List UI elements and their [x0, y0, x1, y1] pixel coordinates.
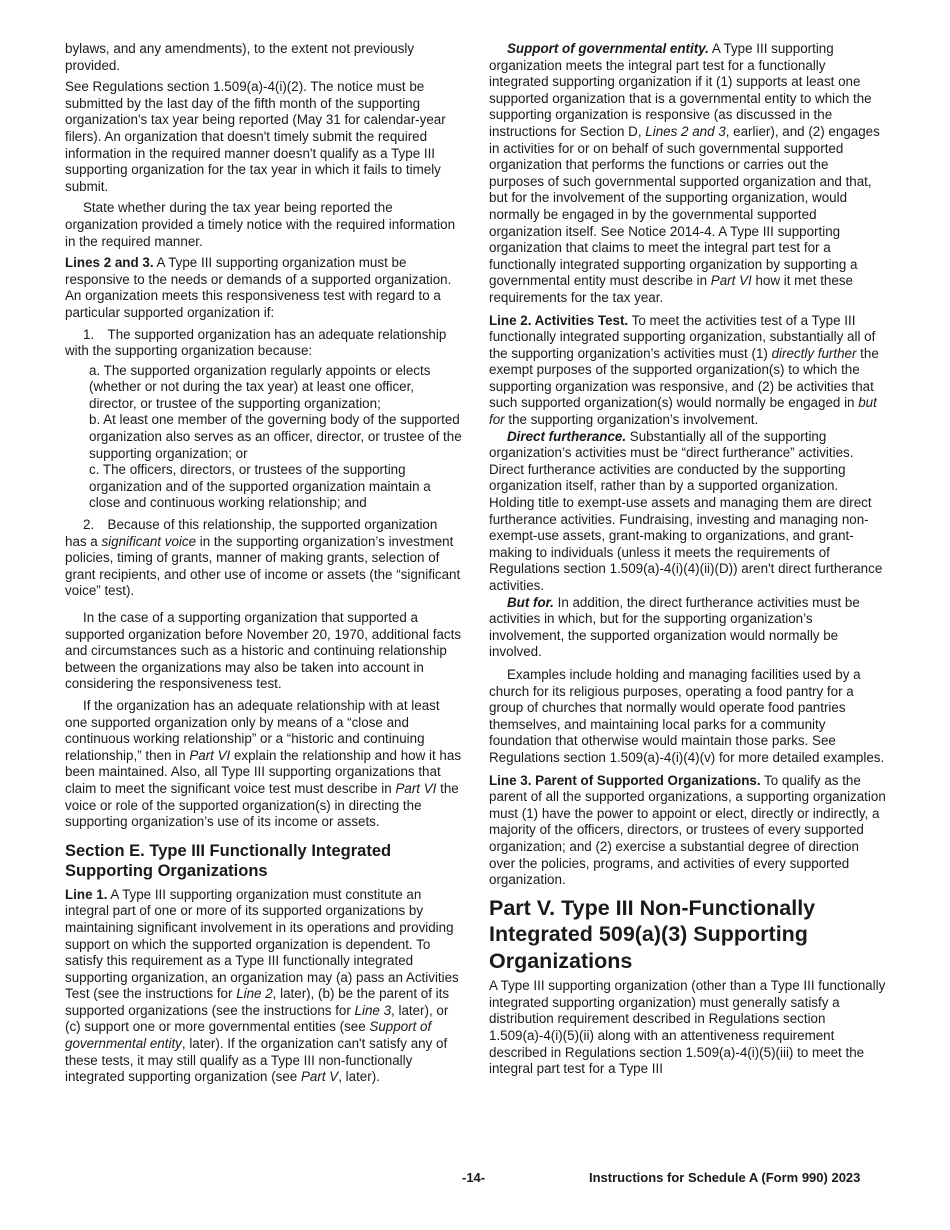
- text-run: but for: [489, 395, 877, 428]
- text-run: If the organization has an adequate relationship with at least one supported organization only by means of a “close and continuous working relationship” or a “historic and continuing relationship,” then in: [65, 697, 440, 763]
- text-run: , earlier), and (2) engages in activities for or on behalf of such governmental supported organization that performs the functions or carries out the purposes of such governmental supported organization and that, but for the involvement of the supporting organization, would normally be engaged in by the governmental supported organization itself. See Notice 2014-4. A Type III supporting organization that claims to meet the integral part test for a functionally integrated supporting organization by supporting a governmental entity must describe in: [489, 123, 880, 289]
- line-3-paragraph: [489, 773, 886, 889]
- text-run: Line 3: [354, 1002, 392, 1018]
- direct-furtherance-heading: Direct furtherance.: [507, 428, 627, 444]
- text-run: A Type III supporting organization must constitute an integral part of one or more of its supported organizations by maintaining significant involvement in its operations and providing support on which the supported organization is dependent. To satisfy this requirement as a Type III functionally integrated supporting organization, an organization may (a) pass an Activities Test (see the instructions for: [65, 886, 459, 1002]
- list-item: [65, 517, 462, 600]
- line-2-paragraph: [489, 313, 886, 429]
- page-number: -14-: [462, 1170, 486, 1185]
- right-column: [489, 41, 886, 1083]
- text-run: how it met these requirements for the tax year.: [489, 273, 853, 305]
- text-run: , later), or (c) support one or more governmental entities (see: [65, 1002, 449, 1035]
- text-run: A Type III supporting organization must be responsive to the needs or demands of a supported organization. An organization meets this responsiveness test with regard to a particular supported organization if:: [65, 255, 452, 320]
- paragraph: In the case of a supporting organization that supported a supported organization before November 20, 1970, additional facts and circumstances such as a historic and continuing relationship between the organizations may also be taken into account in considering the responsiveness test.: [65, 610, 462, 692]
- text-run: Part V: [300, 1069, 339, 1085]
- list-item: 1. The supported organization has an adequate relationship with the supporting organization because:: [65, 326, 447, 359]
- footer-title: Instructions for Schedule A (Form 990) 2023: [589, 1170, 861, 1185]
- text-run: significant voice: [101, 533, 197, 549]
- text-run: To meet the activities test of a Type III functionally integrated supporting organization, substantially all of the supporting organization’s activities must (1): [489, 312, 876, 361]
- text-run: Part VI: [710, 273, 752, 289]
- governmental-entity-heading: Support of governmental entity.: [507, 41, 709, 56]
- section-e-heading: Section E. Type III Functionally Integrated Supporting Organizations: [65, 841, 392, 880]
- text-run: , later), (b) be the parent of its supported organizations (see the instructions for: [65, 986, 450, 1018]
- text-run: Support of governmental entity: [65, 1019, 432, 1052]
- text-run: Line 2: [236, 986, 273, 1002]
- but-for-paragraph: [489, 595, 886, 661]
- line-2-heading: Line 2. Activities Test.: [489, 312, 629, 328]
- text-run: the exempt purposes of the supported organization(s) to which the supporting organization was responsive, and (2) be activities that such supported organization(s) would normally be engaged in: [489, 345, 879, 411]
- but-for-heading: But for.: [507, 594, 554, 610]
- part-v-paragraph: A Type III supporting organization (other than a Type III functionally integrated supporting organization) must generally satisfy a distribution requirement described in Regulations section 1.509(a)-4(i)(5)(ii) along with an attentiveness requirement described in Regulations section 1.509(a)-4(i)(5)(iii) to meet the integral part test for a Type III: [489, 978, 886, 1077]
- text-run: explain the relationship and how it has been maintained. Also, all Type III supporting organizations that claim to meet the significant voice test must describe in: [65, 747, 462, 796]
- direct-furtherance-paragraph: [489, 429, 886, 595]
- text-run: , later). If the organization can't satisfy any of these tests, it may still qualify as a Type III non-functionally integrated supporting organization (see: [65, 1036, 448, 1085]
- lines-2-3-heading: Lines 2 and 3.: [65, 255, 154, 271]
- text-run: the voice or role of the supported organization(s) in directing the supporting organization’s use of its income or assets.: [65, 780, 459, 830]
- paragraph: [65, 698, 462, 831]
- lines-2-3-paragraph: [65, 255, 462, 321]
- text-run: Lines 2 and 3: [645, 123, 726, 139]
- paragraph: bylaws, and any amendments), to the extent not previously provided.: [65, 41, 415, 73]
- text-run: directly further: [771, 345, 857, 361]
- text-run: Part VI: [395, 780, 437, 796]
- text-run: , later).: [338, 1069, 380, 1085]
- left-column: [65, 41, 462, 1091]
- line-1-paragraph: [65, 887, 462, 1086]
- list-item: b. At least one member of the governing body of the supported organization also serves as an officer, director, or trustee of the supporting organization; or: [89, 412, 462, 461]
- paragraph: See Regulations section 1.509(a)-4(i)(2). The notice must be submitted by the last day of the fifth month of the supporting organization's tax year being reported (May 31 for calendar-year filers). An organization that doesn't timely submit the required information in the required manner doesn't qualify as a Type III supporting organization for the tax year in which it fails to timely submit.: [65, 79, 446, 194]
- paragraph: State whether during the tax year being reported the organization provided a timely notice with the required information in the required manner.: [65, 200, 456, 249]
- text-run: To qualify as the parent of all the supported organizations, a supporting organization must (1) have the power to appoint or elect, directly or indirectly, a majority of the officers, directors, or trustees of every supported organization; and (2) exercise a substantial degree of direction over the policies, programs, and activities of every supported organization.: [489, 772, 886, 888]
- text-run: A Type III supporting organization meets the integral part test for a functionally integrated supporting organization if it (1) supports at least one supported organization that is a governmental entity to which the supporting organization is responsive (as discussed in the instructions for Section D,: [489, 41, 872, 139]
- text-run: Part VI: [189, 747, 231, 763]
- text-run: In addition, the direct furtherance activities must be activities in which, but for the supporting organization’s involvement, the supported organization would normally be involved.: [489, 594, 860, 660]
- part-v-heading: Part V. Type III Non-Functionally Integrated 509(a)(3) Supporting Organizations: [489, 895, 816, 973]
- governmental-entity-paragraph: [489, 41, 886, 307]
- line-1-heading: Line 1.: [65, 886, 108, 902]
- text-run: 2. Because of this relationship, the supported organization has a: [65, 517, 438, 549]
- line-3-heading: Line 3. Parent of Supported Organizations.: [489, 772, 761, 788]
- text-run: Substantially all of the supporting organization’s activities must be “direct furtherance” activities. Direct furtherance activities are conducted by the supporting organization itself, rather than by a supported organization. Holding title to exempt-use assets and managing them are direct furtherance activities. Fundraising, investing and managing non-exempt-use assets, grant-making to organizations, and grant-making to individuals (unless it meets the requirements of Regulations section 1.509(a)-4(i)(4)(ii)(D)) aren't direct furtherance activities.: [489, 428, 883, 593]
- examples-paragraph: Examples include holding and managing facilities used by a church for its religious purposes, operating a food pantry for a group of churches that normally would operate food pantries themselves, and maintaining local parks for a community foundation that otherwise would maintain those parks. See Regulations section 1.509(a)-4(i)(4)(v) for more detailed examples.: [489, 666, 885, 765]
- text-run: in the supporting organization’s investment policies, timing of grants, manner of making grants, selection of grant recipients, and other use of income or assets (the “significant voice” test).: [65, 533, 461, 599]
- text-run: the supporting organization’s involvement.: [504, 412, 759, 428]
- list-item: c. The officers, directors, or trustees of the supporting organization and of the supported organization maintain a close and continuous working relationship; and: [89, 462, 431, 511]
- list-item: a. The supported organization regularly appoints or elects (whether or not during the tax year) at least one officer, director, or trustee of the supporting organization;: [89, 362, 431, 411]
